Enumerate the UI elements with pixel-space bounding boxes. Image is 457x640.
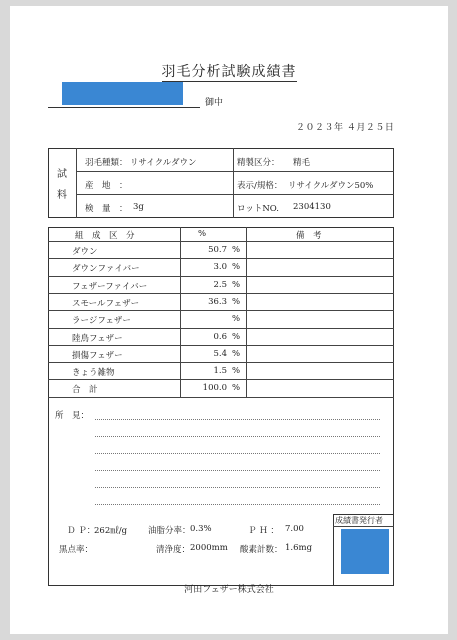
percent-unit: % bbox=[232, 245, 241, 255]
table-rule bbox=[48, 258, 394, 259]
lot-value: 2304130 bbox=[293, 202, 331, 212]
redacted-recipient bbox=[62, 82, 183, 105]
component-name: ダウン bbox=[72, 247, 98, 257]
category-label: 精製区分： bbox=[237, 158, 280, 168]
component-percent: 50.7 bbox=[208, 245, 227, 255]
component-percent: 36.3 bbox=[208, 296, 227, 307]
redacted-issuer-stamp bbox=[341, 529, 389, 574]
table-rule bbox=[48, 276, 394, 277]
cleanliness-value: 2000mm bbox=[190, 543, 228, 553]
percent-unit: % bbox=[232, 314, 241, 325]
percent-unit: % bbox=[232, 279, 241, 290]
table-rule bbox=[180, 227, 181, 397]
cleanliness-label: 清浄度： bbox=[156, 545, 191, 555]
sample-side-label-2: 料 bbox=[57, 190, 67, 201]
table-rule bbox=[48, 328, 394, 329]
component-name: スモールフェザー bbox=[72, 298, 140, 309]
recipient-underline bbox=[48, 107, 200, 108]
remarks-line bbox=[95, 419, 380, 420]
table-rule bbox=[48, 241, 394, 242]
component-percent: 100.0 bbox=[202, 383, 227, 394]
ph-label: Ｐ Ｈ ： bbox=[248, 526, 279, 536]
weight-value: 3g bbox=[133, 202, 144, 212]
remarks-line bbox=[95, 470, 380, 471]
spec-value: リサイクルダウン50% bbox=[288, 181, 374, 191]
component-percent: 1.5 bbox=[213, 366, 227, 377]
company-name: 河田フェザー株式会社 bbox=[184, 585, 274, 595]
component-percent: 0.6 bbox=[213, 331, 227, 342]
remarks-label: 所 見： bbox=[55, 411, 90, 421]
spec-label: 表示/規格： bbox=[237, 181, 283, 191]
component-name: 陸鳥フェザー bbox=[72, 333, 123, 344]
origin-label: 産 地 ： bbox=[85, 181, 128, 191]
issuer-label: 成績書発行者 bbox=[335, 516, 383, 525]
document-title: 羽毛分析試験成績書 bbox=[161, 64, 297, 80]
table-rule bbox=[48, 345, 394, 346]
report-page bbox=[10, 6, 448, 634]
category-value: 精毛 bbox=[293, 158, 311, 168]
remarks-line bbox=[95, 504, 380, 505]
lot-label: ロットNO. bbox=[237, 204, 279, 214]
recipient-suffix: 御中 bbox=[205, 98, 224, 108]
weight-label: 検 量 ： bbox=[85, 204, 128, 214]
black-spot-label: 黒点率： bbox=[59, 545, 94, 555]
percent-unit: % bbox=[232, 348, 241, 359]
feather-type-value: リサイクルダウン bbox=[130, 158, 197, 168]
table-rule bbox=[246, 227, 247, 397]
composition-header-note: 備 考 bbox=[296, 231, 322, 241]
component-name: 合 計 bbox=[72, 385, 98, 396]
table-rule bbox=[48, 379, 394, 380]
table-rule bbox=[48, 362, 394, 363]
oxygen-label: 酸素計数： bbox=[240, 545, 283, 555]
ph-value: 7.00 bbox=[285, 524, 304, 534]
oil-value: 0.3% bbox=[190, 524, 212, 534]
component-name: 損傷フェザー bbox=[72, 350, 123, 361]
remarks-line bbox=[95, 487, 380, 488]
component-percent: 5.4 bbox=[213, 348, 227, 359]
percent-unit: % bbox=[232, 262, 241, 273]
component-percent: 2.5 bbox=[213, 279, 227, 290]
sample-side-label-1: 試 bbox=[57, 169, 67, 180]
composition-header-item: 組 成 区 分 bbox=[75, 231, 135, 241]
oxygen-value: 1.6mg bbox=[285, 543, 313, 553]
percent-unit: % bbox=[232, 383, 241, 394]
table-rule bbox=[48, 293, 394, 294]
report-date: ２０２３年 ４月２５日 bbox=[296, 123, 395, 133]
percent-unit: % bbox=[232, 366, 241, 377]
oil-label: 油脂分率： bbox=[148, 526, 191, 536]
component-name: きょう雑物 bbox=[72, 368, 115, 379]
percent-unit: % bbox=[232, 331, 241, 342]
component-percent: 3.0 bbox=[213, 262, 227, 273]
table-rule bbox=[48, 310, 394, 311]
table-rule bbox=[48, 397, 394, 398]
feather-type-label: 羽毛種類： bbox=[85, 158, 128, 168]
component-name: フェザーファイバー bbox=[72, 281, 148, 292]
component-name: ラージフェザー bbox=[72, 316, 131, 327]
composition-header-percent: % bbox=[198, 229, 207, 239]
dp-value: 262㎖/g bbox=[94, 526, 128, 536]
component-name: ダウンファイバー bbox=[72, 264, 140, 275]
remarks-line bbox=[95, 436, 380, 437]
remarks-line bbox=[95, 453, 380, 454]
percent-unit: % bbox=[232, 296, 241, 307]
dp-label: Ｄ Ｐ： bbox=[67, 526, 96, 536]
